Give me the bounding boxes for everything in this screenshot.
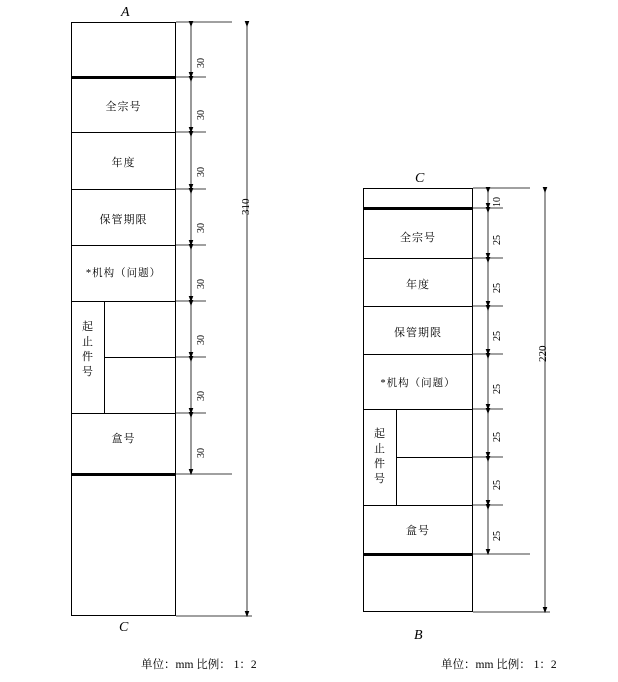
figure-c-cell-label-4: *机构（问题）: [380, 378, 456, 389]
figure-c-top-label: C: [415, 171, 425, 186]
figure-c-dim-7: 25: [492, 531, 503, 541]
figure-c-dim-4: 25: [492, 384, 503, 394]
figure-a-cell-label-1: 全宗号: [105, 101, 142, 113]
figure-a-top-label: A: [121, 5, 130, 20]
figure-a-cell-label-2: 年度: [111, 157, 136, 169]
figure-a-subcell-hline: [104, 357, 176, 358]
figure-a-divider-2: [71, 189, 176, 190]
figure-c-vchar-1: 止: [374, 443, 386, 455]
figure-a-divider-4: [71, 301, 176, 302]
figure-c-vertical-cell-text: [369, 427, 391, 487]
figure-a-vchar-0: 起: [82, 321, 94, 333]
figure-c-cell-label-2: 年度: [406, 279, 430, 291]
figure-c-cell-label-3: 保管期限: [394, 327, 442, 339]
figure-a-divider-1: [71, 132, 176, 133]
figure-c-divider-1: [363, 258, 473, 259]
figure-a-dim-1: 30: [196, 110, 207, 120]
figure-a-thick-rule-top: [71, 76, 176, 79]
figure-a-bottom-label: C: [119, 620, 129, 635]
figure-a-vchar-1: 止: [82, 336, 94, 348]
figure-c-vchar-3: 号: [374, 473, 386, 485]
figure-c-thick-rule-top: [363, 207, 473, 210]
figure-c-caption: 单位：mm 比例： 1：2: [441, 659, 557, 671]
figure-a-cell-label-4: *机构（问题）: [85, 268, 162, 279]
figure-c-dim-6: 25: [492, 480, 503, 490]
figure-c-total-dim: 220: [537, 345, 549, 362]
figure-c-dim-0: 10: [492, 197, 503, 207]
figure-a-vchar-3: 号: [82, 366, 94, 378]
figure-a-dim-3: 30: [196, 223, 207, 233]
figure-c-divider-4: [363, 409, 473, 410]
figure-c-cell-label-1: 全宗号: [400, 232, 436, 244]
figure-a-cell-label-7: 盒号: [111, 433, 136, 445]
figure-a-cell-label-3: 保管期限: [99, 214, 148, 226]
figure-a-divider-3: [71, 245, 176, 246]
figure-c-vchar-2: 件: [374, 458, 386, 470]
figure-a-dim-6: 30: [196, 391, 207, 401]
figure-a-dim-4: 30: [196, 279, 207, 289]
figure-c-divider-3: [363, 354, 473, 355]
figure-a-caption: 单位：mm 比例： 1：2: [141, 659, 257, 671]
figure-c-dim-1: 25: [492, 235, 503, 245]
figure-c-divider-5: [363, 505, 473, 506]
figure-c-thick-rule-bottom: [363, 553, 473, 556]
figure-a-thick-rule-bottom: [71, 473, 176, 476]
figure-c-bottom-label: B: [414, 628, 423, 643]
figure-c-dim-5: 25: [492, 432, 503, 442]
figure-c-outline: [363, 188, 473, 612]
figure-a-dim-0: 30: [196, 58, 207, 68]
figure-a-divider-5: [71, 413, 176, 414]
figure-c-subcell-hline: [396, 457, 473, 458]
figure-a-total-dim: 310: [240, 198, 252, 215]
figure-a-vchar-2: 件: [82, 351, 94, 363]
figure-c-divider-2: [363, 306, 473, 307]
figure-c-vchar-0: 起: [374, 428, 386, 440]
figure-c-cell-label-7: 盒号: [406, 525, 430, 537]
figure-c-dim-3: 25: [492, 331, 503, 341]
figure-a-dim-5: 30: [196, 335, 207, 345]
figure-a-dim-7: 30: [196, 448, 207, 458]
figure-a-vertical-cell-text: [77, 320, 99, 380]
figure-a-dim-2: 30: [196, 167, 207, 177]
figure-c-dim-2: 25: [492, 283, 503, 293]
